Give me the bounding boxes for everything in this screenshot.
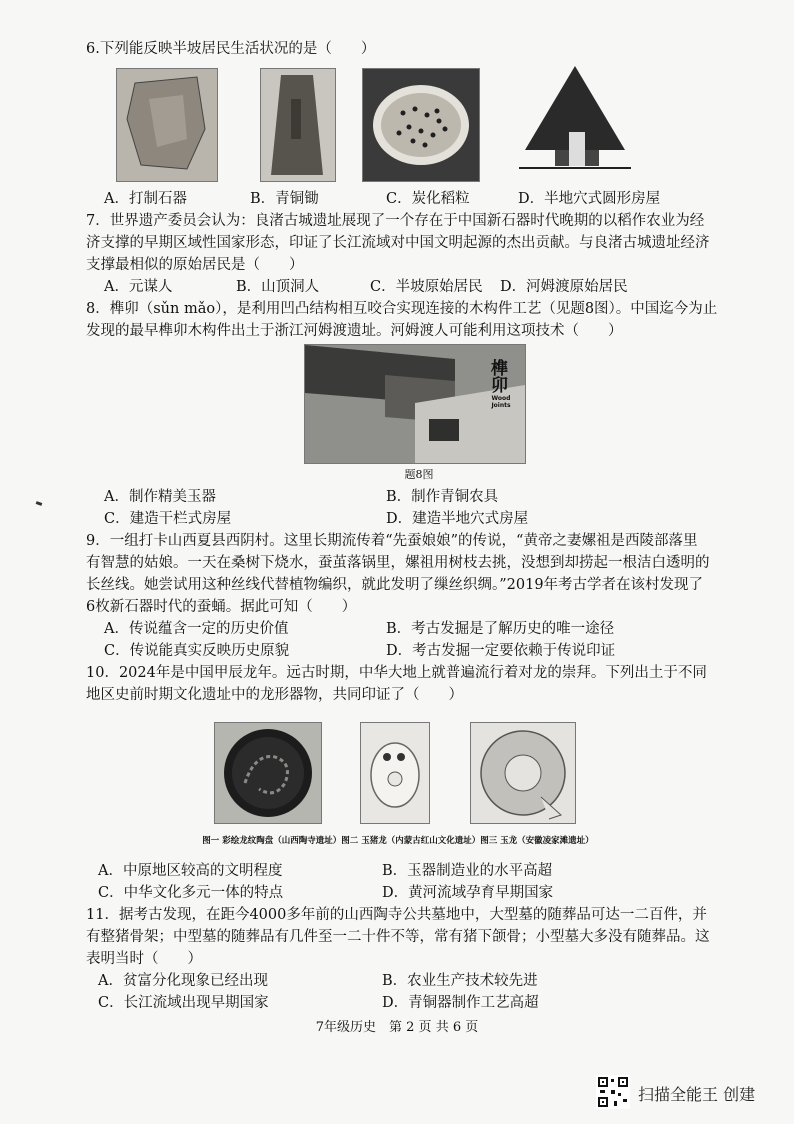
image-subtitle-wood-joints: Wood Joints (491, 395, 511, 409)
q10-option-b[interactable]: B．玉器制造业的水平高超 (382, 863, 553, 879)
q10-option-d[interactable]: D．黄河流域孕育早期国家 (382, 885, 554, 901)
q7-option-b[interactable]: B．山顶洞人 (236, 279, 320, 295)
q7-stem-line-1: 7．世界遗产委员会认为：良渚古城遗址展现了一个存在于中国新石器时代晚期的以稻作农业为经 (86, 213, 705, 229)
dragon-plate-image (214, 722, 322, 824)
image-title-tenon: 榫卯 (487, 359, 507, 393)
q9-stem-line-4: 6枚新石器时代的蚕蛹。据此可知（ ） (86, 599, 357, 615)
q6-option-b[interactable]: B．青铜锄 (250, 191, 319, 207)
q8-option-d[interactable]: D．建造半地穴式房屋 (386, 511, 529, 527)
q6-option-a[interactable]: A．打制石器 (104, 191, 187, 207)
q8-option-a[interactable]: A．制作精美玉器 (104, 489, 216, 505)
q9-stem-line-2: 有智慧的姑娘。一天在桑树下烧水，蚕茧落锅里，嫘祖用树枝去挑，没想到却捞起一根洁白透明的 (86, 555, 710, 571)
q11-stem-line-3: 表明当时（ ） (86, 951, 202, 967)
figure-8-caption: 题8图 (404, 468, 434, 481)
q11-option-d[interactable]: D．青铜器制作工艺高超 (382, 995, 539, 1011)
q8-option-c[interactable]: C．建造干栏式房屋 (104, 511, 232, 527)
q11-stem-line-1: 11．据考古发现，在距今4000多年前的山西陶寺公共墓地中，大型墓的随葬品可达一二百件，并 (86, 907, 707, 923)
q10-stem-line-2: 地区史前时期文化遗址中的龙形器物，共同印证了（ ） (86, 687, 463, 703)
q9-stem-line-3: 长丝线。她尝试用这种丝线代替植物编织，就此发明了缫丝织绸。”2019年考古学者在该村发现了 (86, 577, 704, 593)
semi-underground-house-image (515, 62, 635, 180)
q7-option-a[interactable]: A．元谋人 (104, 279, 173, 295)
q11-stem-line-2: 有整猪骨架；中型墓的随葬品有几件至一二十件不等，常有猪下颌骨；小型墓大多没有随葬品。这 (86, 929, 710, 945)
q10-stem-line-1: 10．2024年是中国甲辰龙年。远古时期，中华大地上就普遍流行着对龙的崇拜。下列出土于不同 (86, 665, 707, 681)
q9-option-d[interactable]: D．考古发掘一定要依赖于传说印证 (386, 643, 616, 659)
bronze-hoe-image (260, 68, 336, 182)
jade-pig-dragon-image (360, 722, 430, 824)
q10-option-a[interactable]: A．中原地区较高的文明程度 (98, 863, 283, 879)
q9-stem-line-1: 9．一组打卡山西夏县西阴村。这里长期流传着“先蚕娘娘”的传说，“黄帝之妻嫘祖是西陵部落里 (86, 533, 698, 549)
q11-option-b[interactable]: B．农业生产技术较先进 (382, 973, 538, 989)
q9-option-a[interactable]: A．传说蕴含一定的历史价值 (104, 621, 289, 637)
figure-10-caption: 图一 彩绘龙纹陶盘（山西陶寺遗址）图二 玉猪龙（内蒙古红山文化遗址）图三 玉龙（安徽凌家滩遗址） (202, 836, 594, 846)
q7-option-d[interactable]: D．河姆渡原始居民 (500, 279, 628, 295)
q7-stem-line-2: 济支撑的早期区域性国家形态，印证了长江流域对中国文明起源的杰出贡献。与良渚古城遗址经济 (86, 235, 710, 251)
q9-option-b[interactable]: B．考古发掘是了解历史的唯一途径 (386, 621, 615, 637)
q6-option-c[interactable]: C．炭化稻粒 (386, 191, 470, 207)
qr-code-icon (596, 1075, 630, 1109)
q6-option-d[interactable]: D．半地穴式圆形房屋 (518, 191, 661, 207)
q8-stem-line-1: 8．榫卯（sǔn mǎo），是利用凹凸结构相互咬合实现连接的木构件工艺（见题8图）。中国迄今为止 (86, 301, 718, 317)
q11-option-c[interactable]: C．长江流域出现早期国家 (98, 995, 269, 1011)
q7-option-c[interactable]: C．半坡原始居民 (370, 279, 483, 295)
q8-stem-line-2: 发现的最早榫卯木构件出土于浙江河姆渡遗址。河姆渡人可能利用这项技术（ ） (86, 323, 623, 339)
q10-option-c[interactable]: C．中华文化多元一体的特点 (98, 885, 284, 901)
q11-option-a[interactable]: A．贫富分化现象已经出现 (98, 973, 268, 989)
jade-dragon-image (470, 722, 576, 824)
mortise-tenon-image (304, 344, 526, 464)
carbonized-rice-image (362, 68, 480, 182)
q8-option-b[interactable]: B．制作青铜农具 (386, 489, 499, 505)
q7-stem-line-3: 支撑最相似的原始居民是（ ） (86, 257, 304, 273)
q6-stem: 6.下列能反映半坡居民生活状况的是（ ） (86, 41, 376, 57)
page-footer: 7年级历史 第 2 页 共 6 页 (315, 1020, 479, 1035)
q9-option-c[interactable]: C．传说能真实反映历史原貌 (104, 643, 290, 659)
scan-speck (36, 501, 43, 506)
stone-tool-image (116, 68, 218, 182)
scanner-watermark: 扫描全能王 创建 (638, 1085, 756, 1104)
